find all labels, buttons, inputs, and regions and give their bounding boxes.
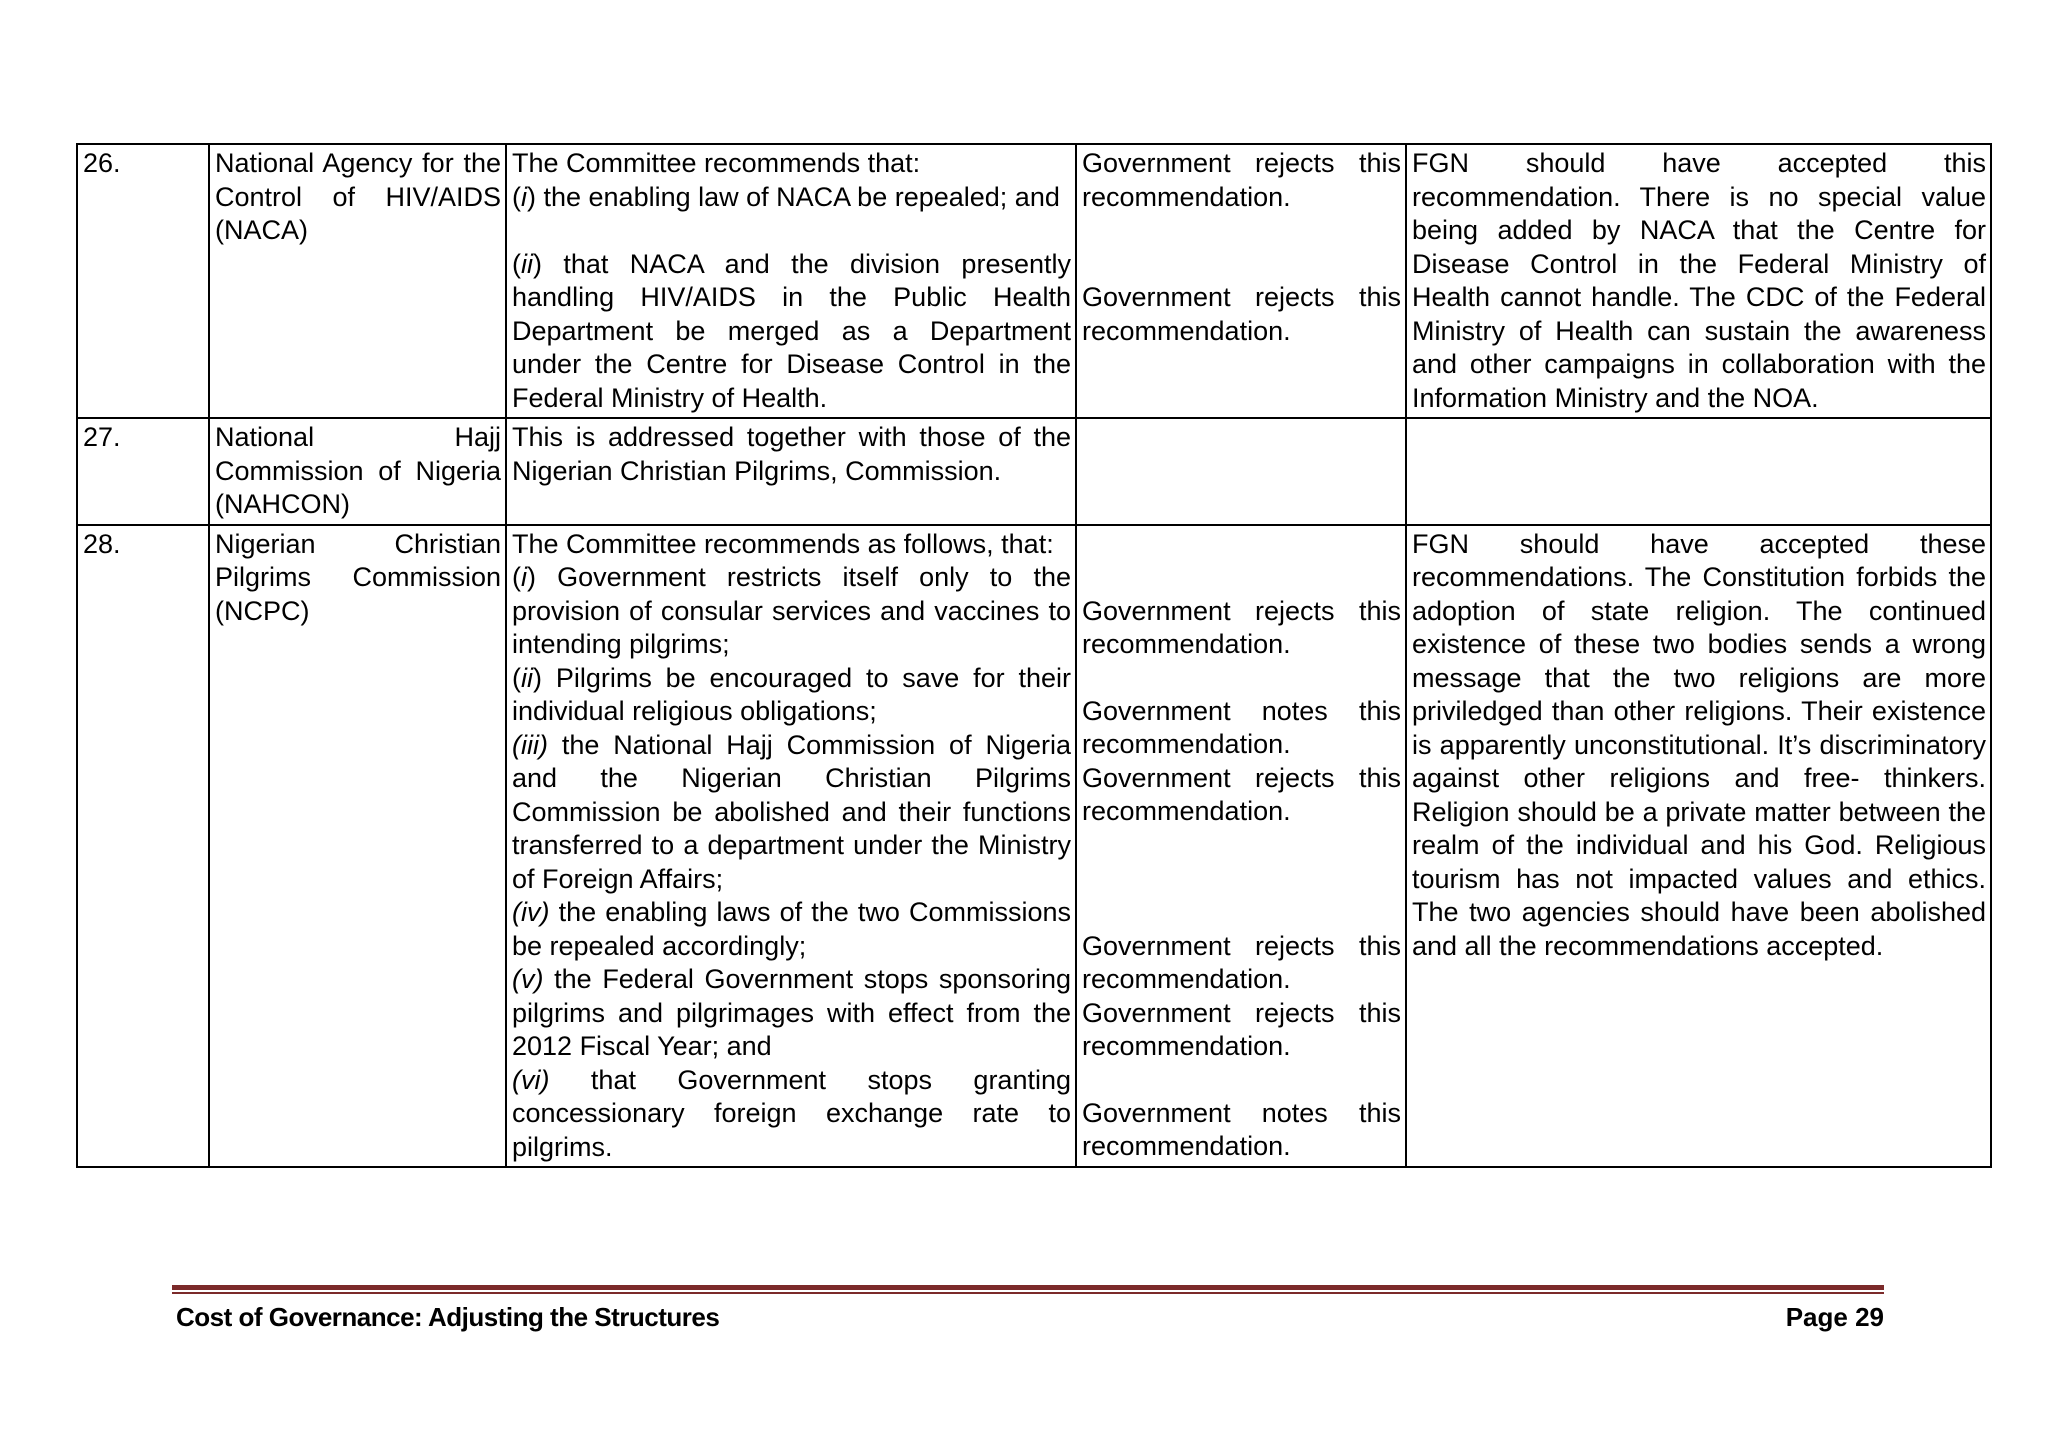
footer-title: Cost of Governance: Adjusting the Structures xyxy=(176,1302,720,1332)
recommendation-item: (iv) the enabling laws of the two Commissions be repealed accordingly; xyxy=(512,897,1071,961)
response-cell xyxy=(1076,525,1406,1168)
table-row xyxy=(77,525,1991,1168)
recommendation-item: (vi) that Government stops granting concessionary foreign exchange rate to pilgrims. xyxy=(512,1064,1071,1162)
recommendation-text: The Committee recommends that: xyxy=(512,148,921,178)
comment-text: FGN should have accepted this recommendation. There is no special value being added by NACA that the Centre for Disease Control in the Federal Ministry of Health cannot handle. The CDC of the Federal Ministry of Health can sustain the awareness and other campaigns in collaboration with the Information Ministry and the NOA. xyxy=(1412,148,1986,413)
table-row xyxy=(77,418,1991,525)
recommendations-table xyxy=(76,143,1992,1168)
response-cell xyxy=(1076,418,1406,525)
recommendation-cell: The Committee recommends as follows, that: (i) Government restricts itself only to the provision of consular services and vaccines to intending pilgrims; (ii) Pilgrims be encouraged to save for their individual religious obligations; (iii) the National Hajj Commission of Nigeria and the Nigerian Christian Pilgrims Commission be abolished and their functions transferred to a department under the Ministry of Foreign Affairs; (iv) the enabling laws of the two Commissions be repealed accordingly; (v) the Federal Government stops sponsoring pilgrims and pilgrimages with effect from the 2012 Fiscal Year; and (vi) that Government stops granting concessionary foreign exchange rate to pilgrims. xyxy=(506,525,1076,1168)
recommendation-cell xyxy=(506,144,1076,418)
recommendation-text: (i) the enabling law of NACA be repealed; and xyxy=(512,181,1060,212)
recommendation-text: (ii) that NACA and the division presently handling HIV/AIDS in the Public Health Department be merged as a Department under the Centre for Disease Control in the Federal Ministry of Health. xyxy=(512,248,1071,413)
agency-cell: Nigerian Christian Pilgrims Commission (NCPC) xyxy=(209,525,506,1168)
comment-cell xyxy=(1406,144,1991,418)
comment-text: FGN should have accepted these recommendations. The Constitution forbids the adoption of state religion. The continued existence of these two bodies sends a wrong message that the two religions are more priviledged than other religions. Their existence is apparently unconstitutional. It’s discriminatory against other religions and free- thinkers. Religion should be a private matter between the realm of the individual and his God. Religious tourism has not impacted values and ethics. The two agencies should have been abolished and all the recommendations accepted. xyxy=(1412,528,1986,961)
recommendation-item: (ii) Pilgrims be encouraged to save for their individual religious obligations; xyxy=(512,662,1071,726)
government-response: Government notes this recommendation. xyxy=(1082,695,1401,759)
recommendation-item: (iii) the National Hajj Commission of Nigeria and the Nigerian Christian Pilgrims Commission be abolished and their functions transferred to a department under the Ministry of Foreign Affairs; xyxy=(512,729,1071,894)
footer-rule-thin xyxy=(172,1292,1884,1294)
footer-rule-thick xyxy=(172,1285,1884,1290)
recommendation-item: (v) the Federal Government stops sponsoring pilgrims and pilgrimages with effect from the 2012 Fiscal Year; and xyxy=(512,964,1071,1061)
government-response: Government rejects this recommendation. xyxy=(1082,930,1401,994)
comment-cell xyxy=(1406,525,1991,1168)
agency-cell: National Agency for the Control of HIV/AIDS (NACA) xyxy=(209,144,506,418)
government-response: Government rejects this recommendation. xyxy=(1082,762,1401,826)
row-number: 26. xyxy=(77,144,209,418)
agency-cell: National Hajj Commission of Nigeria (NAHCON) xyxy=(209,418,506,525)
row-number: 27. xyxy=(77,418,209,525)
response-cell xyxy=(1076,144,1406,418)
government-response: Government rejects this recommendation. xyxy=(1082,148,1401,212)
recommendation-cell: This is addressed together with those of the Nigerian Christian Pilgrims, Commission. xyxy=(506,418,1076,525)
recommendation-item: (i) Government restricts itself only to the provision of consular services and vaccines to intending pilgrims; xyxy=(512,562,1071,659)
government-response: Government rejects this recommendation. xyxy=(1082,997,1401,1061)
government-response: Government notes this recommendation. xyxy=(1082,1097,1401,1161)
table-row xyxy=(77,144,1991,418)
page-number: Page 29 xyxy=(1785,1302,1884,1332)
comment-cell xyxy=(1406,418,1991,525)
row-number: 28. xyxy=(77,525,209,1168)
government-response: Government rejects this recommendation. xyxy=(1082,595,1401,659)
government-response: Government rejects this recommendation. xyxy=(1082,282,1401,346)
